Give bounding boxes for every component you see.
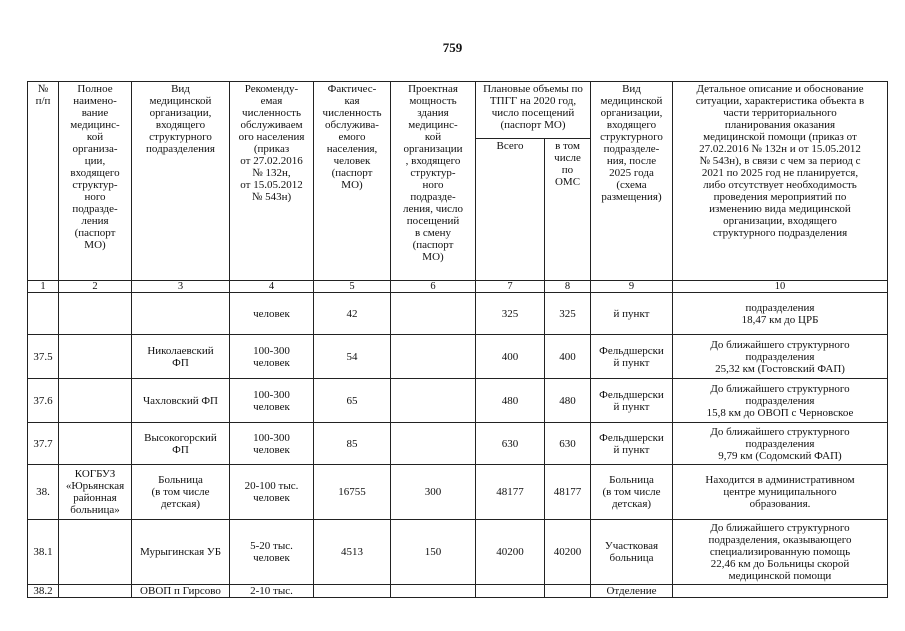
actual-population: 54 (314, 335, 391, 379)
planned-total: 630 (476, 423, 545, 465)
org-name (59, 379, 132, 423)
description: До ближайшего структурного подразделения, оказывающего специализированную помощь 22,46 км до Больницы скорой медицинской помощи (673, 520, 888, 585)
header-number: № п/п (28, 82, 59, 281)
table-row (28, 585, 888, 598)
planned-total: 480 (476, 379, 545, 423)
design-capacity (391, 423, 476, 465)
table-row (28, 520, 888, 585)
header-org-name: Полное наимено- вание медицинс- кой организа- ции, входящего структур- ного подразде- ления (паспорт МО) (59, 82, 132, 281)
description: подразделения 18,47 км до ЦРБ (673, 293, 888, 335)
recommended-population: 100-300 человек (230, 335, 314, 379)
description: До ближайшего структурного подразделения 15,8 км до ОВОП с Черновское (673, 379, 888, 423)
table-row (28, 465, 888, 520)
recommended-population: 2-10 тыс. (230, 585, 314, 598)
header-type-after-2025: Вид медицинской организации, входящего структурного подразделе- ния, после 2025 года (схема размещения) (591, 82, 673, 281)
planned-total: 400 (476, 335, 545, 379)
table-row (28, 335, 888, 379)
row-number (28, 293, 59, 335)
type-after-2025: Участковая больница (591, 520, 673, 585)
type-after-2025: Отделение (591, 585, 673, 598)
row-number: 38.2 (28, 585, 59, 598)
design-capacity (391, 335, 476, 379)
design-capacity (391, 379, 476, 423)
header-planned-volumes: Плановые объемы по ТПГГ на 2020 год, число посещений (паспорт МО) (476, 82, 591, 139)
org-name (59, 335, 132, 379)
planned-total: 325 (476, 293, 545, 335)
header-oms: в том числе по ОМС (545, 139, 591, 281)
actual-population: 16755 (314, 465, 391, 520)
planned-oms: 480 (545, 379, 591, 423)
column-number: 7 (476, 281, 545, 293)
header-recommended-population: Рекоменду- емая численность обслуживаем ого населения (приказ от 27.02.2016 № 132н, от 15.05.2012 № 543н) (230, 82, 314, 281)
planned-total (476, 585, 545, 598)
type-after-2025: й пункт (591, 293, 673, 335)
type-after-2025: Фельдшерски й пункт (591, 379, 673, 423)
column-number: 4 (230, 281, 314, 293)
page-number: 759 (442, 40, 463, 55)
description: Находится в административном центре муниципального образования. (673, 465, 888, 520)
org-name (59, 293, 132, 335)
row-number: 38. (28, 465, 59, 520)
column-number: 3 (132, 281, 230, 293)
actual-population: 4513 (314, 520, 391, 585)
design-capacity (391, 585, 476, 598)
column-number: 5 (314, 281, 391, 293)
description: До ближайшего структурного подразделения 25,32 км (Гостовский ФАП) (673, 335, 888, 379)
planned-oms: 48177 (545, 465, 591, 520)
org-name (59, 585, 132, 598)
design-capacity: 300 (391, 465, 476, 520)
header-design-capacity: Проектная мощность здания медицинс- кой организации , входящего структур- ного подразде- ления, число посещений в смену (паспорт МО) (391, 82, 476, 281)
recommended-population: 20-100 тыс. человек (230, 465, 314, 520)
type-after-2025: Фельдшерски й пункт (591, 335, 673, 379)
actual-population (314, 585, 391, 598)
column-number: 10 (673, 281, 888, 293)
org-type: ОВОП п Гирсово (132, 585, 230, 598)
column-number: 9 (591, 281, 673, 293)
org-type: Высокогорский ФП (132, 423, 230, 465)
design-capacity: 150 (391, 520, 476, 585)
planned-total: 40200 (476, 520, 545, 585)
recommended-population: человек (230, 293, 314, 335)
org-name (59, 520, 132, 585)
column-number-row (28, 281, 888, 293)
header-org-type: Вид медицинской организации, входящего структурного подразделения (132, 82, 230, 281)
header-total: Всего (476, 139, 545, 281)
row-number: 37.7 (28, 423, 59, 465)
actual-population: 42 (314, 293, 391, 335)
recommended-population: 5-20 тыс. человек (230, 520, 314, 585)
design-capacity (391, 293, 476, 335)
recommended-population: 100-300 человек (230, 423, 314, 465)
planned-oms: 325 (545, 293, 591, 335)
planned-oms (545, 585, 591, 598)
column-number: 2 (59, 281, 132, 293)
row-number: 38.1 (28, 520, 59, 585)
column-number: 8 (545, 281, 591, 293)
column-number: 6 (391, 281, 476, 293)
column-number: 1 (28, 281, 59, 293)
actual-population: 85 (314, 423, 391, 465)
org-name: КОГБУЗ «Юрьянская районная больница» (59, 465, 132, 520)
row-number: 37.5 (28, 335, 59, 379)
recommended-population: 100-300 человек (230, 379, 314, 423)
org-type: Чахловский ФП (132, 379, 230, 423)
type-after-2025: Фельдшерски й пункт (591, 423, 673, 465)
description: До ближайшего структурного подразделения 9,79 км (Содомский ФАП) (673, 423, 888, 465)
description (673, 585, 888, 598)
type-after-2025: Больница (в том числе детская) (591, 465, 673, 520)
data-table (27, 81, 888, 598)
planned-oms: 630 (545, 423, 591, 465)
actual-population: 65 (314, 379, 391, 423)
planned-oms: 40200 (545, 520, 591, 585)
header-description: Детальное описание и обоснование ситуации, характеристика объекта в части территориального планирования оказания медицинской помощи (приказ от 27.02.2016 № 132н и от 15.05.2012 № 543н), в связи с чем за период с 2021 по 2025 год не планируется, либо отсутствует необходимость проведения мероприятий по изменению вида медицинской организации, входящего структурного подразделения (673, 82, 888, 281)
org-type (132, 293, 230, 335)
org-type: Мурыгинская УБ (132, 520, 230, 585)
org-type: Больница (в том числе детская) (132, 465, 230, 520)
table-row (28, 379, 888, 423)
header-actual-population: Фактичес- кая численность обслужива- емого населения, человек (паспорт МО) (314, 82, 391, 281)
org-name (59, 423, 132, 465)
org-type: Николаевский ФП (132, 335, 230, 379)
table-row (28, 293, 888, 335)
row-number: 37.6 (28, 379, 59, 423)
planned-oms: 400 (545, 335, 591, 379)
planned-total: 48177 (476, 465, 545, 520)
table-row (28, 423, 888, 465)
